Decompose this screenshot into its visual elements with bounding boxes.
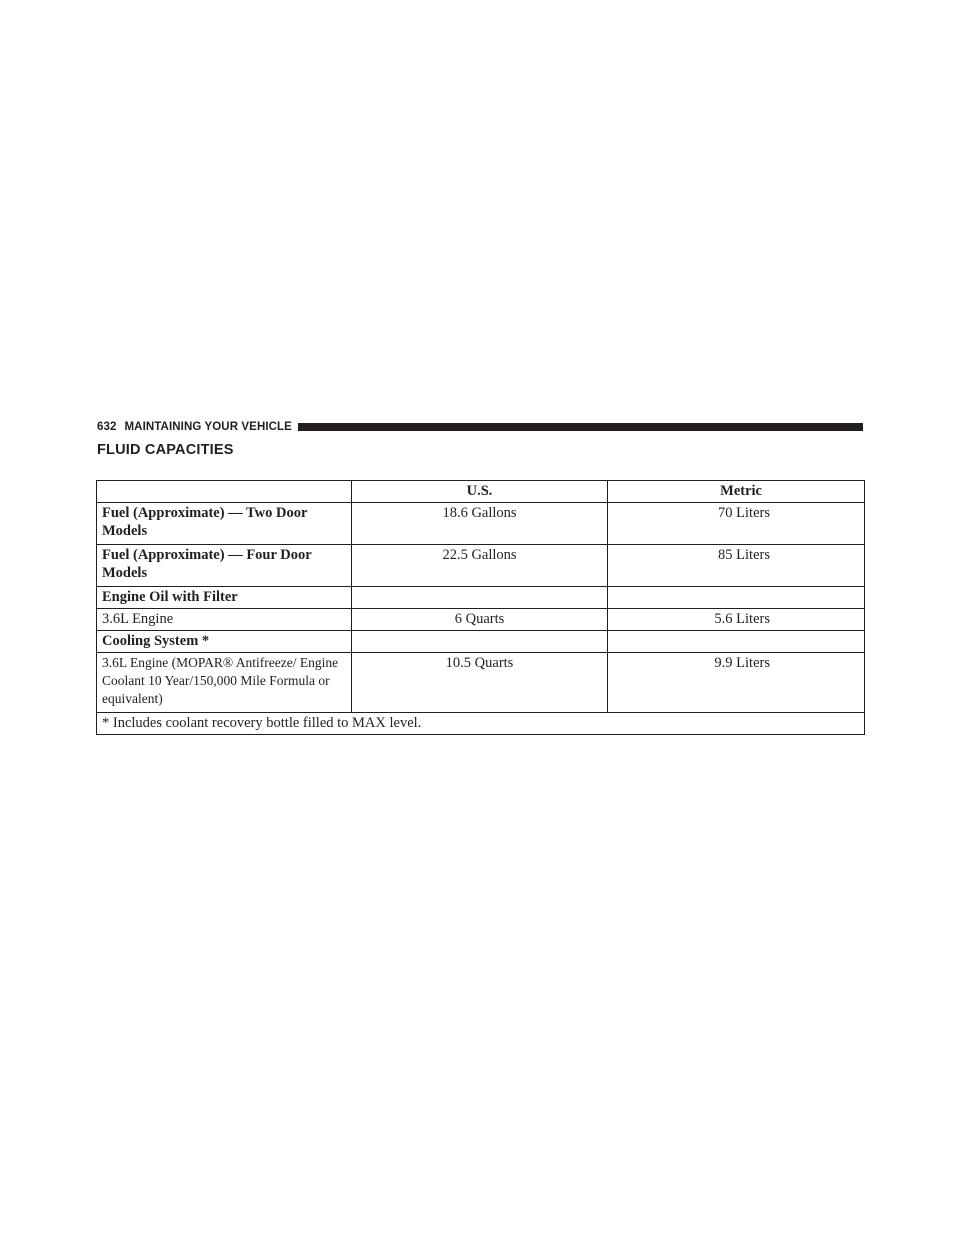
table-row bbox=[97, 503, 865, 545]
table-header-row bbox=[97, 481, 865, 503]
row-us-value: 10.5 Quarts bbox=[352, 653, 608, 713]
table-row bbox=[97, 587, 865, 609]
row-us-value bbox=[352, 631, 608, 653]
table-row bbox=[97, 609, 865, 631]
table-row bbox=[97, 631, 865, 653]
row-us-value: 18.6 Gallons bbox=[352, 503, 608, 545]
row-us-value bbox=[352, 587, 608, 609]
row-label: Fuel (Approximate) — Four Door Models bbox=[97, 545, 352, 587]
row-metric-value bbox=[608, 631, 865, 653]
row-metric-value: 9.9 Liters bbox=[608, 653, 865, 713]
table-footnote-row bbox=[97, 713, 865, 735]
header-cell-metric: Metric bbox=[608, 481, 865, 503]
table-row bbox=[97, 545, 865, 587]
header-cell-us: U.S. bbox=[352, 481, 608, 503]
table-footnote: * Includes coolant recovery bottle filled to MAX level. bbox=[97, 713, 865, 735]
page-header bbox=[97, 419, 863, 435]
row-us-value: 6 Quarts bbox=[352, 609, 608, 631]
header-rule bbox=[298, 423, 863, 431]
page-number: 632 bbox=[97, 421, 117, 433]
table-row bbox=[97, 653, 865, 713]
page-heading: FLUID CAPACITIES bbox=[97, 442, 234, 458]
row-label: Engine Oil with Filter bbox=[97, 587, 352, 609]
row-label: Cooling System * bbox=[97, 631, 352, 653]
row-metric-value: 70 Liters bbox=[608, 503, 865, 545]
header-cell-label bbox=[97, 481, 352, 503]
section-title: MAINTAINING YOUR VEHICLE bbox=[124, 421, 292, 433]
row-metric-value: 85 Liters bbox=[608, 545, 865, 587]
row-label: 3.6L Engine (MOPAR® Antifreeze/ Engine Coolant 10 Year/150,000 Mile Formula or equivalent) bbox=[97, 653, 352, 713]
fluid-capacities-table bbox=[96, 480, 865, 735]
row-label: Fuel (Approximate) — Two Door Models bbox=[97, 503, 352, 545]
row-us-value: 22.5 Gallons bbox=[352, 545, 608, 587]
row-label: 3.6L Engine bbox=[97, 609, 352, 631]
row-metric-value: 5.6 Liters bbox=[608, 609, 865, 631]
row-metric-value bbox=[608, 587, 865, 609]
